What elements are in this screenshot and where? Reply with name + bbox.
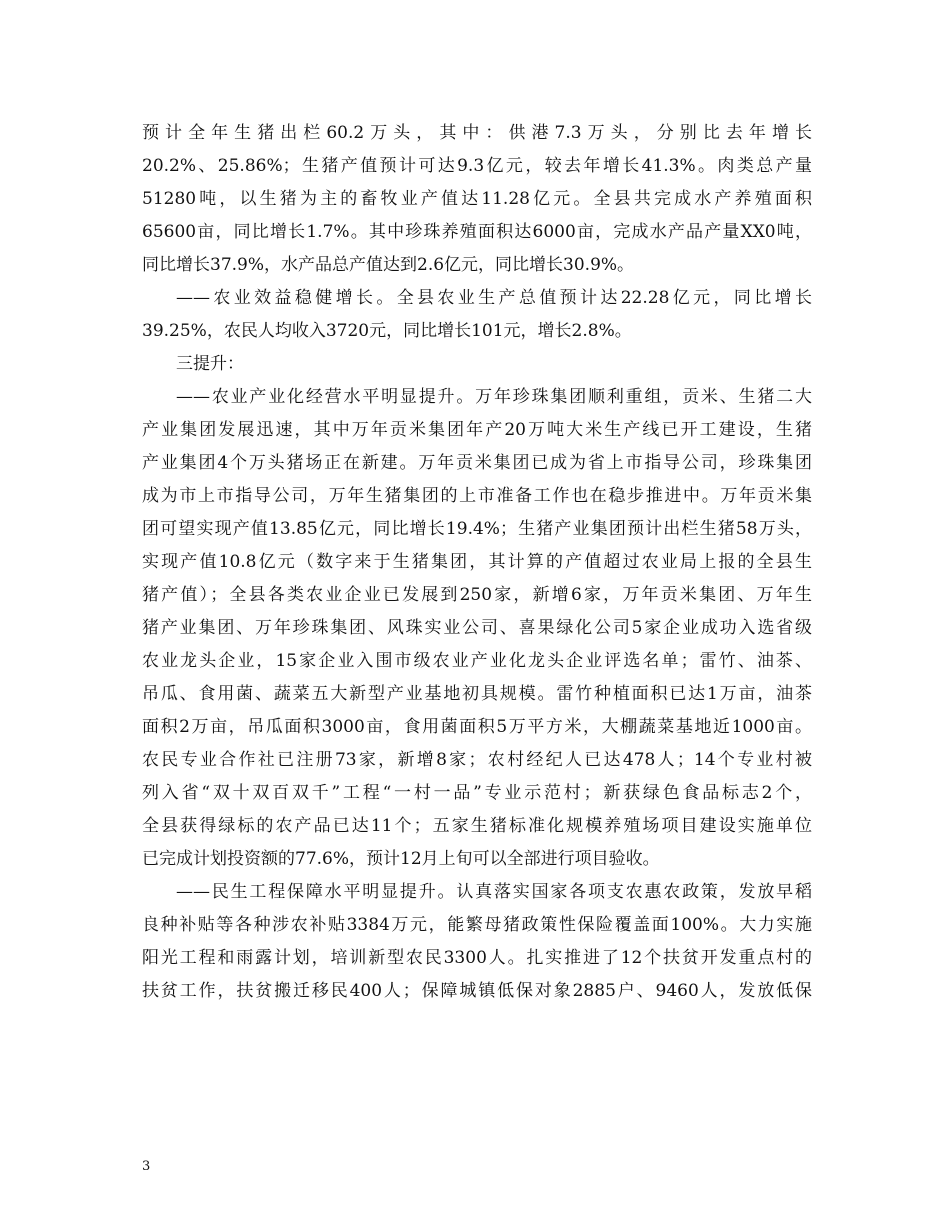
text-line: 产业集团4个万头猪场正在新建。万年贡米集团已成为省上市指导公司，珍珠集团	[142, 453, 812, 473]
text-line: 已完成计划投资额的77.6%，预计12月上旬可以全部进行项目验收。	[142, 849, 660, 869]
text-line: 良种补贴等各种涉农补贴3384万元，能繁母猪政策性保险覆盖面100%。大力实施	[142, 915, 812, 935]
text-line: 51280吨，以生猪为主的畜牧业产值达11.28亿元。全县共完成水产养殖面积	[142, 189, 812, 209]
text-line: 农民专业合作社已注册73家，新增8家；农村经纪人已达478人；14个专业村被	[142, 750, 812, 770]
text-line: 成为市上市指导公司，万年生猪集团的上市准备工作也在稳步推进中。万年贡米集	[142, 486, 812, 506]
text-line: 65600亩，同比增长1.7%。其中珍珠养殖面积达6000亩，完成水产品产量XX0吨，	[142, 222, 812, 242]
page-number: 3	[142, 1159, 151, 1174]
text-line: 团可望实现产值13.85亿元，同比增长19.4%；生猪产业集团预计出栏生猪58万头，	[142, 519, 812, 539]
text-line: 吊瓜、食用菌、蔬菜五大新型产业基地初具规模。雷竹种植面积已达1万亩，油茶	[142, 684, 812, 704]
text-line: 实现产值10.8亿元（数字来于生猪集团，其计算的产值超过农业局上报的全县生	[142, 552, 812, 572]
text-line: 列入省“双十双百双千”工程“一村一品”专业示范村；新获绿色食品标志2个，	[142, 783, 812, 803]
text-line: 面积2万亩，吊瓜面积3000亩，食用菌面积5万平方米，大棚蔬菜基地近1000亩。	[142, 717, 812, 737]
document-body	[142, 117, 812, 1008]
text-line: 阳光工程和雨露计划，培训新型农民3300人。扎实推进了12个扶贫开发重点村的	[142, 948, 812, 968]
text-line: 猪产值）；全县各类农业企业已发展到250家，新增6家，万年贡米集团、万年生	[142, 585, 812, 605]
text-line: 39.25%，农民人均收入3720元，同比增长101元，增长2.8%。	[142, 321, 632, 341]
section-heading: 三提升：	[176, 354, 244, 374]
text-line: 扶贫工作，扶贫搬迁移民400人；保障城镇低保对象2885户、9460人，发放低保	[142, 981, 812, 1001]
text-line: ——农业效益稳健增长。全县农业生产总值预计达22.28亿元，同比增长	[176, 288, 812, 308]
text-line: 全县获得绿标的农产品已达11个；五家生猪标准化规模养殖场项目建设实施单位	[142, 816, 812, 836]
text-line: 产业集团发展迅速，其中万年贡米集团年产20万吨大米生产线已开工建设，生猪	[142, 420, 812, 440]
text-line: 农业龙头企业，15家企业入围市级农业产业化龙头企业评选名单；雷竹、油茶、	[142, 651, 812, 671]
text-line: ——农业产业化经营水平明显提升。万年珍珠集团顺利重组，贡米、生猪二大	[176, 387, 812, 407]
text-line: 同比增长37.9%，水产品总产值达到2.6亿元，同比增长30.9%。	[142, 255, 635, 275]
text-line: 猪产业集团、万年珍珠集团、风珠实业公司、喜果绿化公司5家企业成功入选省级	[142, 618, 812, 638]
text-line: 20.2%、25.86%；生猪产值预计可达9.3亿元，较去年增长41.3%。肉类总产量	[142, 156, 812, 176]
text-line: 预计全年生猪出栏60.2万头，其中：供港7.3万头，分别比去年增长	[142, 123, 812, 143]
text-line: ——民生工程保障水平明显提升。认真落实国家各项支农惠农政策，发放早稻	[176, 882, 812, 902]
